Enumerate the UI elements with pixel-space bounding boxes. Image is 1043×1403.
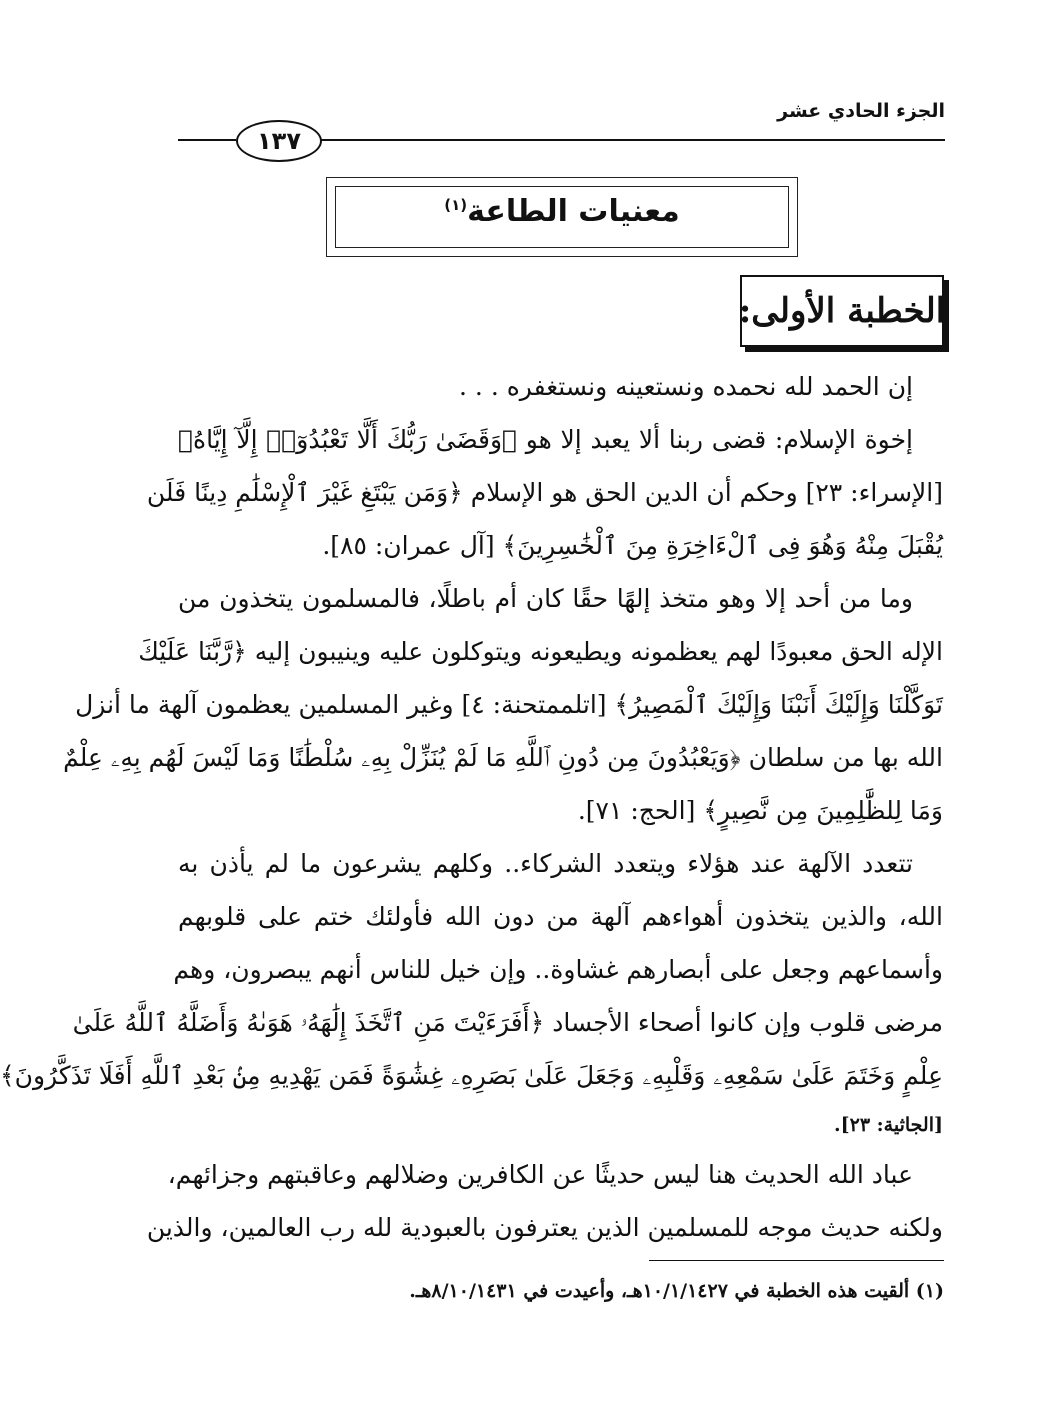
section-heading-box bbox=[740, 275, 944, 347]
page-number: ١٣٧ bbox=[236, 120, 322, 162]
text-line: [الجاثية: ٢٣]. bbox=[834, 1114, 943, 1136]
text-line: وما من أحد إلا وهو متخذ إلهًا حقًا كان أم باطلًا، فالمسلمون يتخذون من bbox=[178, 584, 913, 613]
text-line: الله، والذين يتخذون أهواءهم آلهة من دون الله فأولئك ختم على قلوبهم bbox=[178, 902, 943, 931]
footnote-marker: (١) bbox=[444, 196, 468, 214]
chapter-title-frame bbox=[326, 177, 798, 257]
text-line: ولكنه حديث موجه للمسلمين الذين يعترفون بالعبودية لله رب العالمين، والذين bbox=[146, 1213, 943, 1242]
footnote-rule bbox=[649, 1260, 944, 1261]
text-line: إخوة الإسلام: قضى ربنا ألا يعبد إلا هو ﴿وَقَضَىٰ رَبُّكَ أَلَّا تَعْبُدُوٓا۟ إِلَّآ إِيَّاهُ﴾ bbox=[178, 425, 913, 454]
text-line: [الإسراء: ٢٣] وحكم أن الدين الحق هو الإسلام ﴿وَمَن يَبْتَغِ غَيْرَ ٱلْإِسْلَٰمِ دِينًا فَلَن bbox=[146, 478, 943, 507]
running-title: الجزء الحادي عشر bbox=[777, 100, 945, 122]
text-line: إن الحمد لله نحمده ونستعينه ونستغفره . . . bbox=[459, 372, 913, 401]
text-line: تتعدد الآلهة عند هؤلاء ويتعدد الشركاء.. وكلهم يشرعون ما لم يأذن به bbox=[178, 849, 913, 878]
text-line: الإله الحق معبودًا لهم يعظمونه ويطيعونه ويتوكلون عليه وينيبون إليه ﴿رَّبَّنَا عَلَيْكَ bbox=[138, 637, 943, 666]
text-line: الله بها من سلطان ﴿وَيَعْبُدُونَ مِن دُونِ ٱللَّهِ مَا لَمْ يُنَزِّلْ بِهِۦ سُلْطَٰنًا وَمَا لَيْسَ لَهُم بِهِۦ عِلْمٌ bbox=[63, 743, 943, 772]
section-heading: الخطبة الأولى: bbox=[738, 291, 946, 331]
chapter-title-text: معنيات الطاعة bbox=[467, 194, 680, 229]
footnote: (١) ألقيت هذه الخطبة في ١٠/١/١٤٢٧هـ، وأعيدت في ٨/١٠/١٤٣١هـ. bbox=[409, 1280, 944, 1302]
body-text bbox=[0, 360, 943, 1254]
chapter-title bbox=[327, 194, 797, 229]
text-line: وَمَا لِلظَّٰلِمِينَ مِن نَّصِيرٍ﴾ [الحج: ٧١]. bbox=[577, 796, 943, 825]
header-rule-right bbox=[319, 139, 945, 141]
text-line: عِلْمٍ وَخَتَمَ عَلَىٰ سَمْعِهِۦ وَقَلْبِهِۦ وَجَعَلَ عَلَىٰ بَصَرِهِۦ غِشَٰوَةً فَمَن يَهْدِيهِ مِنۢ بَعْدِ ٱللَّهِ أَفَلَا تَذَكَّرُونَ﴾ bbox=[0, 1061, 943, 1090]
text-line: وأسماعهم وجعل على أبصارهم غشاوة.. وإن خيل للناس أنهم يبصرون، وهم bbox=[173, 955, 943, 984]
text-line: عباد الله الحديث هنا ليس حديثًا عن الكافرين وضلالهم وعاقبتهم وجزائهم، bbox=[167, 1160, 913, 1189]
text-line: مرضى قلوب وإن كانوا أصحاء الأجساد ﴿أَفَرَءَيْتَ مَنِ ٱتَّخَذَ إِلَٰهَهُۥ هَوَىٰهُ وَأَضَلَّهُ ٱللَّهُ عَلَىٰ bbox=[72, 1008, 943, 1037]
text-line: يُقْبَلَ مِنْهُ وَهُوَ فِى ٱلْءَاخِرَةِ مِنَ ٱلْخَٰسِرِينَ﴾ [آل عمران: ٨٥]. bbox=[322, 531, 943, 560]
text-line: تَوَكَّلْنَا وَإِلَيْكَ أَنَبْنَا وَإِلَيْكَ ٱلْمَصِيرُ﴾ [اتلممتحنة: ٤] وغير المسلمين يعظمون آلهة ما أنزل bbox=[75, 690, 943, 719]
header-rule-left bbox=[178, 139, 236, 141]
